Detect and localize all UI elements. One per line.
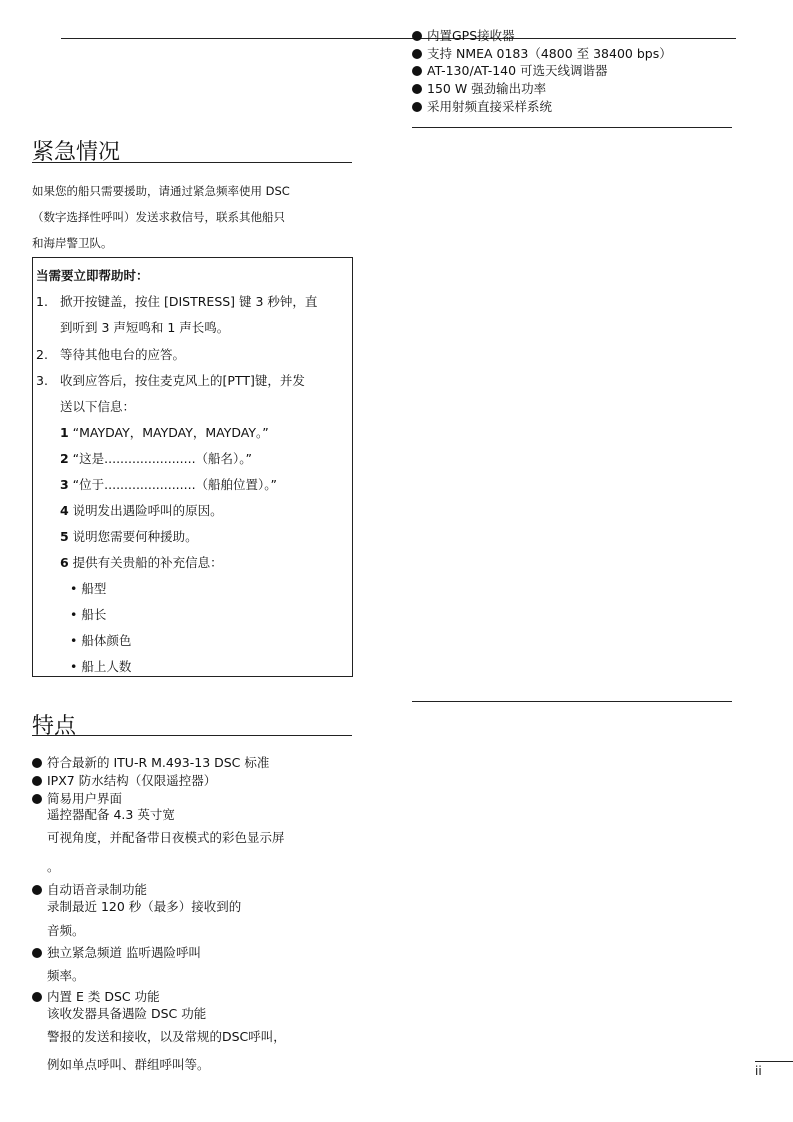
message-item: 6 提供有关贵船的补充信息： — [60, 555, 223, 570]
message-item: 1 “MAYDAY，MAYDAY，MAYDAY。” — [60, 425, 269, 440]
ship-info-item: • 船型 — [70, 581, 107, 596]
feature-continuation: 音频。 — [47, 923, 85, 938]
bullet-icon — [412, 49, 422, 59]
feature-item: 简易用户界面 — [32, 790, 122, 807]
feature-item: IPX7 防水结构（仅限遥控器） — [32, 772, 216, 789]
bullet-icon — [32, 758, 42, 768]
feature-continuation: 该收发器具备遇险 DSC 功能 — [47, 1006, 207, 1021]
emergency-title-rule — [32, 162, 352, 163]
feature-continuation: 频率。 — [47, 968, 85, 983]
top-feature-item: 支持 NMEA 0183（4800 至 38400 bps） — [412, 45, 672, 62]
message-item: 4 说明发出遇险呼叫的原因。 — [60, 503, 223, 518]
feature-continuation: 警报的发送和接收，以及常规的DSC呼叫， — [47, 1029, 286, 1044]
bullet-icon — [412, 102, 422, 112]
bullet-icon — [412, 84, 422, 94]
feature-continuation: 可视角度，并配备带日夜模式的彩色显示屏 — [47, 830, 285, 845]
top-feature-item: AT-130/AT-140 可选天线调谐器 — [412, 62, 608, 79]
feature-continuation: 遥控器配备 4.3 英寸宽 — [47, 807, 175, 822]
ship-info-item: • 船长 — [70, 607, 107, 622]
step-1-continuation: 到听到 3 声短鸣和 1 声长鸣。 — [60, 320, 230, 335]
bullet-icon — [32, 776, 42, 786]
bullet-icon — [412, 31, 422, 41]
step-number: 2. — [36, 347, 48, 362]
page-number: ii — [755, 1064, 762, 1078]
message-item: 5 说明您需要何种援助。 — [60, 529, 198, 544]
right-column-rule-lower — [412, 701, 732, 702]
step-3-continuation: 送以下信息： — [60, 399, 136, 414]
feature-item: 符合最新的 ITU-R M.493-13 DSC 标准 — [32, 754, 269, 771]
bullet-icon — [32, 794, 42, 804]
features-title-rule — [32, 735, 352, 736]
message-item: 3 “位于.......................（船舶位置）。” — [60, 477, 278, 492]
bullet-icon — [32, 992, 42, 1002]
feature-item: 内置 E 类 DSC 功能 — [32, 988, 160, 1005]
message-item: 2 “这是.......................（船名）。” — [60, 451, 253, 466]
bullet-icon — [32, 885, 42, 895]
step-3: 3. 收到应答后，按住麦克风上的[PTT]键，并发 — [36, 373, 305, 388]
top-feature-item: 采用射频直接采样系统 — [412, 98, 552, 115]
bullet-icon — [32, 948, 42, 958]
feature-continuation: 例如单点呼叫、群组呼叫等。 — [47, 1057, 210, 1072]
feature-continuation: 。 — [47, 859, 60, 874]
step-2: 2. 等待其他电台的应答。 — [36, 347, 186, 362]
top-feature-item: 内置GPS接收器 — [412, 27, 515, 44]
distress-procedure-box — [32, 257, 353, 677]
feature-item: 独立紧急频道 监听遇险呼叫 — [32, 944, 201, 961]
right-column-rule — [412, 127, 732, 128]
top-feature-item: 150 W 强劲输出功率 — [412, 80, 546, 97]
emergency-intro-line: 和海岸警卫队。 — [32, 236, 113, 250]
step-number: 1. — [36, 294, 48, 309]
feature-item: 自动语音录制功能 — [32, 881, 147, 898]
step-number: 3. — [36, 373, 48, 388]
top-rule — [61, 38, 736, 39]
bullet-icon — [412, 66, 422, 76]
ship-info-item: • 船体颜色 — [70, 633, 132, 648]
page-number-rule — [755, 1061, 793, 1062]
features-title: 特点 — [32, 714, 77, 739]
emergency-intro-line: 如果您的船只需要援助，请通过紧急频率使用 DSC — [32, 184, 290, 198]
box-title: 当需要立即帮助时： — [36, 268, 149, 283]
ship-info-item: • 船上人数 — [70, 659, 132, 674]
emergency-intro-line: （数字选择性呼叫）发送求救信号，联系其他船只 — [32, 210, 285, 224]
emergency-title: 紧急情况 — [32, 140, 121, 165]
feature-continuation: 录制最近 120 秒（最多）接收到的 — [47, 899, 242, 914]
step-1: 1. 掀开按键盖，按住 [DISTRESS] 键 3 秒钟，直 — [36, 294, 318, 309]
